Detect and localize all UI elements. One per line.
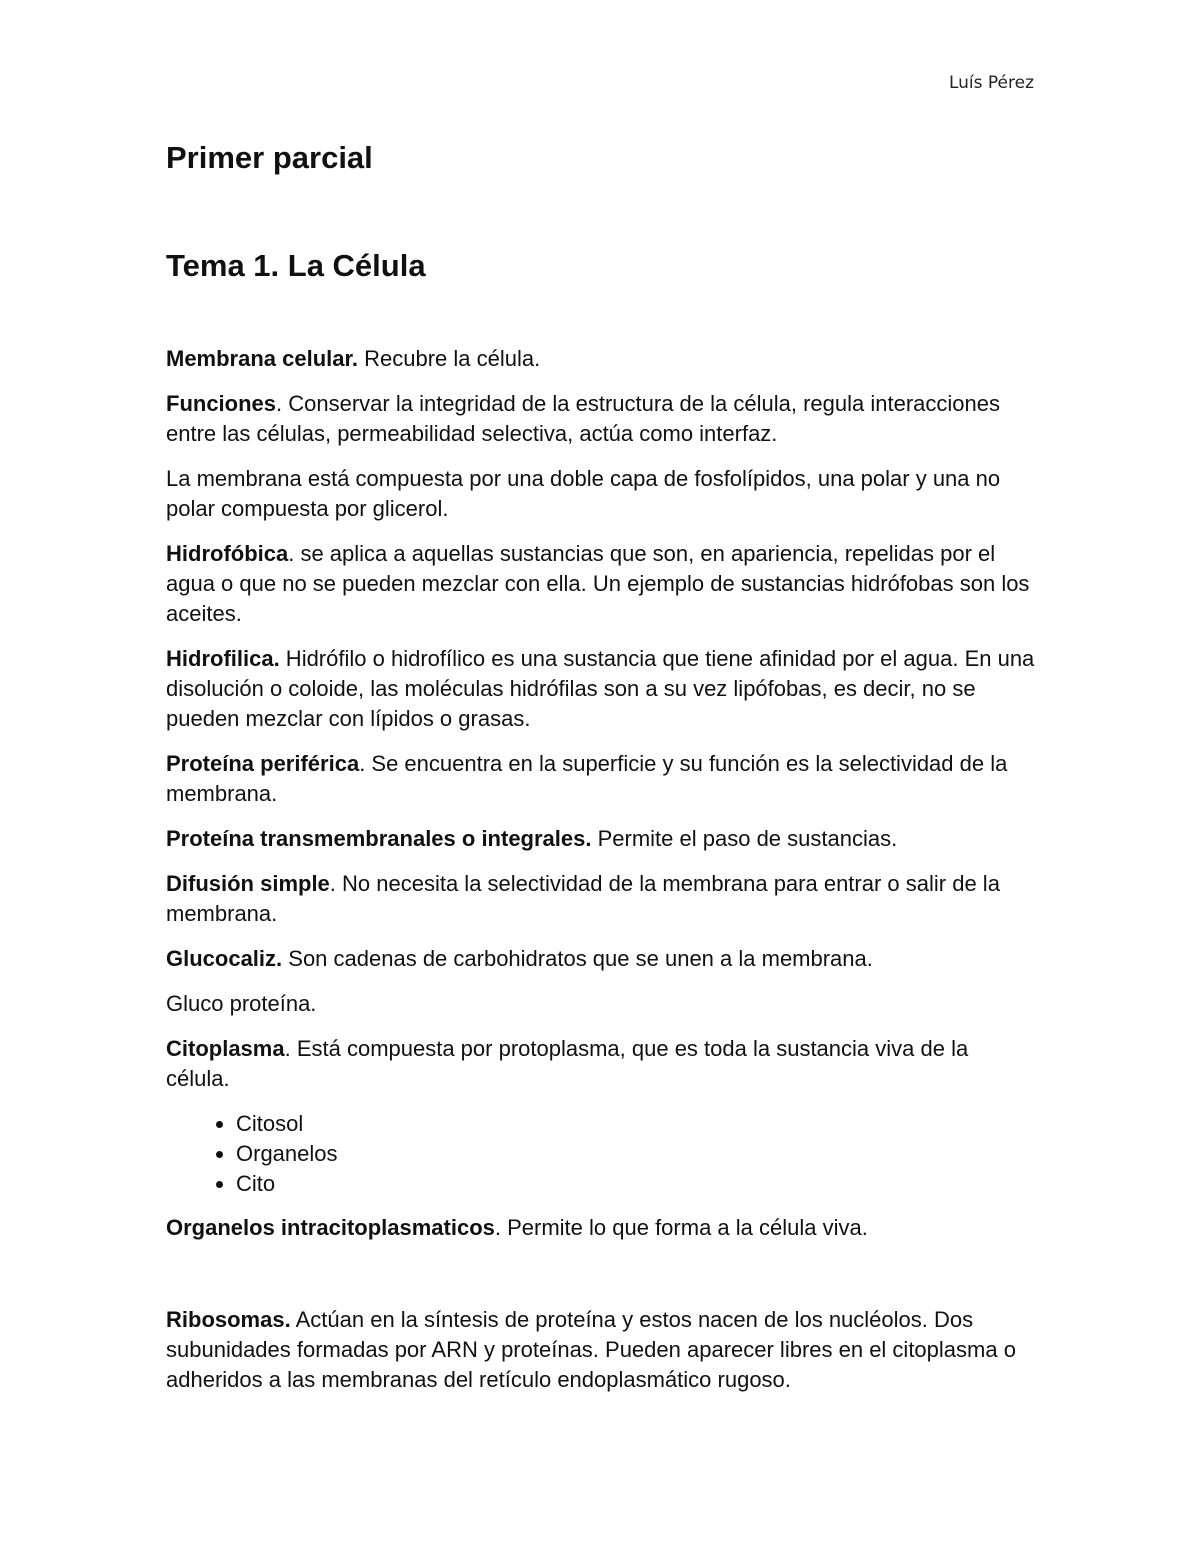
definition: . Conservar la integridad de la estructura de la célula, regula interacciones entre las células, permeabilidad selectiva, actúa como interfaz. [166,391,1000,446]
definition: . Se encuentra en la superficie y su función es la selectividad de la membrana. [166,751,1008,806]
body-text [166,344,1036,1395]
term: Proteína transmembranales o integrales. [166,826,592,851]
definition: . Permite lo que forma a la célula viva. [494,1215,868,1240]
definition: . No necesita la selectividad de la membrana para entrar o salir de la membrana. [166,871,1000,926]
definition: Hidrófilo o hidrofílico es una sustancia que tiene afinidad por el agua. En una disolución o coloide, las moléculas hidrófilas son a su vez lipófobas, es decir, no se pueden mezclar con lípidos o grasas. [166,646,1035,731]
paragraph-organelos [166,1213,1036,1243]
definition: Permite el paso de sustancias. [591,826,898,851]
paragraph-citoplasma [166,1034,1036,1094]
term: Glucocaliz. [166,946,283,971]
citoplasma-list [166,1109,1036,1199]
paragraph-difusion-simple [166,869,1036,929]
list-item: • Cito [236,1169,1036,1199]
paragraph-hidrofobica [166,539,1036,629]
definition: Actúan en la síntesis de proteína y estos nacen de los nucléolos. Dos subunidades formadas por ARN y proteínas. Pueden aparecer libres en el citoplasma o adheridos a las membranas del retículo endoplasmático rugoso. [166,1307,1016,1392]
document-content [166,140,1036,1410]
term: Funciones [166,391,277,416]
definition: . Está compuesta por protoplasma, que es toda la sustancia viva de la célula. [166,1036,969,1091]
term: Membrana celular. [166,346,358,371]
document-title: Primer parcial [166,140,373,175]
term: Organelos intracitoplasmaticos [166,1215,495,1240]
paragraph-glucocaliz [166,944,1036,974]
blank-line [166,1258,1036,1305]
paragraph-membrana-celular [166,344,1036,374]
definition: Gluco proteína. [166,991,317,1016]
paragraph-ribosomas [166,1305,1036,1395]
term: Difusión simple [166,871,330,896]
topic-title: Tema 1. La Célula [166,248,426,283]
definition: La membrana está compuesta por una doble capa de fosfolípidos, una polar y una no polar compuesta por glicerol. [166,466,1001,521]
definition: Recubre la célula. [357,346,541,371]
term: Ribosomas. [166,1307,291,1332]
term: Hidrofilica. [166,646,280,671]
list-item: • Citosol [236,1109,1036,1139]
paragraph-membrana-compuesta [166,464,1036,524]
definition: Son cadenas de carbohidratos que se unen a la membrana. [282,946,873,971]
list-item: • Organelos [236,1139,1036,1169]
term: Hidrofóbica [166,541,289,566]
term: Citoplasma [166,1036,285,1061]
paragraph-proteina-transmembranales [166,824,1036,854]
paragraph-funciones [166,389,1036,449]
term: Proteína periférica [166,751,360,776]
paragraph-proteina-periferica [166,749,1036,809]
paragraph-hidrofilica [166,644,1036,734]
definition: . se aplica a aquellas sustancias que son, en apariencia, repelidas por el agua o que no se pueden mezclar con ella. Un ejemplo de sustancias hidrófobas son los aceites. [166,541,1030,626]
header-author: Luís Pérez [948,73,1034,93]
paragraph-gluco-proteina [166,989,1036,1019]
